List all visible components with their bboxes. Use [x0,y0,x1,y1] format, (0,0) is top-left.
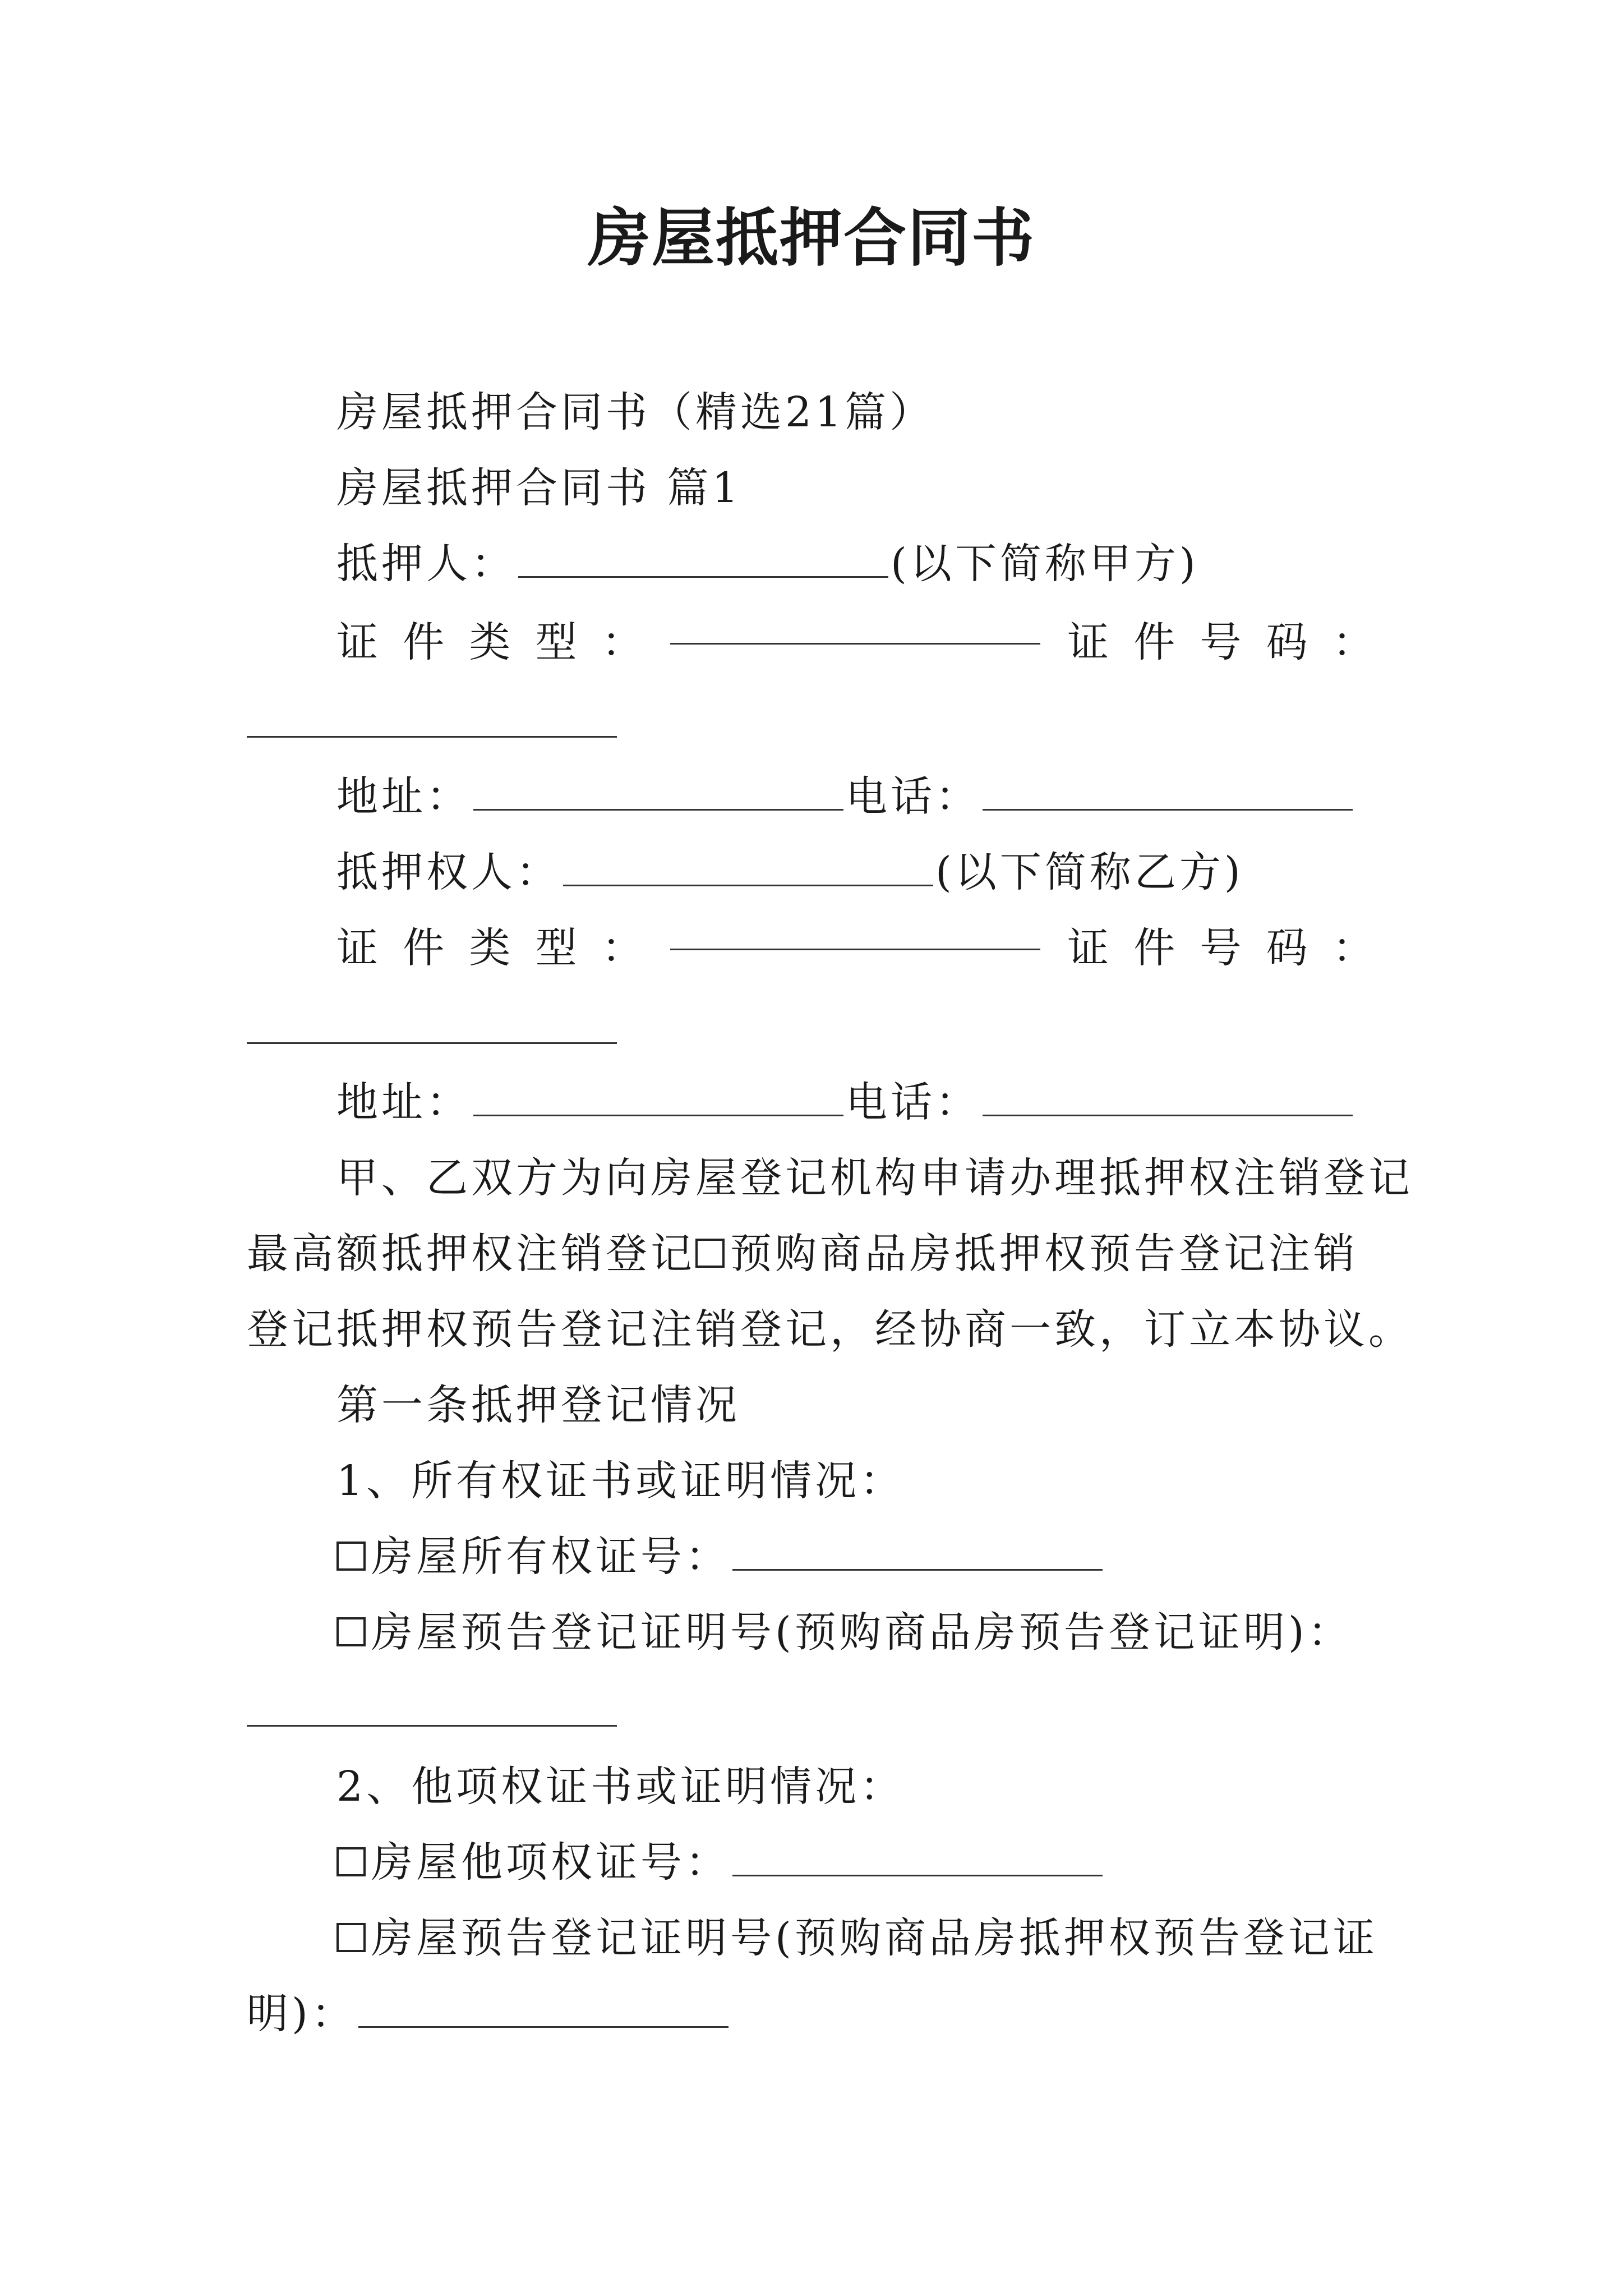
presale-mortgage-cert-blank[interactable] [358,2024,728,2028]
id-type-char: 证 [336,618,378,666]
item-label: 明)： [247,1990,356,2038]
subtitle: 房屋抵押合同书（精选21篇） [336,388,935,436]
mortgagor-name-blank[interactable] [518,574,888,578]
item-label: 房屋预告登记证明号(预购商品房抵押权预告登记证 [371,1914,1378,1962]
id-number-char: 证 [1067,618,1109,666]
checkbox-icon[interactable] [695,1239,725,1268]
id-type-char: 件 [403,618,445,666]
id-number-char: 件 [1133,924,1175,972]
mortgagee-id-type-blank[interactable] [670,946,1040,950]
id-number-char: 码 [1266,618,1308,666]
item-label: 房屋预告登记证明号(预购商品房预告登记证明)： [371,1608,1353,1657]
mortgagee-label: 抵押权人： [336,848,561,896]
presale-cert-blank[interactable] [247,1725,617,1727]
address-label: 地址： [336,772,471,821]
id-number-char: ： [1332,618,1374,666]
article-heading: 第一条抵押登记情况 [336,1381,740,1429]
checkbox-line [336,1526,1105,1588]
id-type-char: 型 [535,618,577,666]
paragraph-line: 甲、乙双方为向房屋登记机构申请办理抵押权注销登记 [336,1154,1413,1202]
chapter-heading: 房屋抵押合同书 篇1 [336,464,742,512]
id-type-char: ： [601,924,643,972]
document-title: 房屋抵押合同书 [588,201,1035,275]
mortgagor-contact-line [336,766,1355,827]
mortgagee-suffix: (以下简称乙方) [935,848,1244,896]
checkbox-icon[interactable] [336,1923,366,1952]
address-label: 地址： [336,1078,471,1126]
mortgagor-line [336,533,1199,595]
checkbox-icon[interactable] [336,1542,366,1571]
ownership-cert-blank[interactable] [732,1567,1103,1571]
mortgagee-line [336,841,1244,903]
phone-label: 电话： [846,772,980,821]
item-label: 房屋所有权证号： [371,1533,730,1581]
paragraph-text: 预购商品房抵押权预告登记注销 [730,1230,1358,1278]
mortgagee-phone-blank[interactable] [983,1112,1353,1116]
checkbox-line-continued [247,1983,731,2045]
mortgagor-phone-blank[interactable] [983,807,1353,811]
paragraph-text: 最高额抵押权注销登记 [247,1230,695,1278]
id-type-char: 类 [469,924,511,972]
item-heading: 1、所有权证书或证明情况： [336,1457,905,1505]
phone-label: 电话： [846,1078,980,1126]
checkbox-icon[interactable] [336,1617,366,1646]
mortgagor-suffix: (以下简称甲方) [891,540,1199,588]
checkbox-line [336,1602,1353,1663]
item-label: 房屋他项权证号： [371,1838,730,1887]
id-type-char: 型 [535,924,577,972]
id-number-char: 号 [1200,924,1242,972]
id-number-char: 号 [1200,618,1242,666]
mortgagor-id-number-blank[interactable] [247,736,617,738]
mortgagor-label: 抵押人： [336,540,516,588]
id-type-char: 证 [336,924,378,972]
mortgagee-id-number-blank[interactable] [247,1042,617,1044]
id-type-char: 件 [403,924,445,972]
id-number-char: 证 [1067,924,1109,972]
other-rights-cert-blank[interactable] [732,1872,1103,1876]
paragraph-line: 登记抵押权预告登记注销登记，经协商一致，订立本协议。 [247,1305,1413,1354]
mortgagor-address-blank[interactable] [473,807,843,811]
id-type-char: ： [601,618,643,666]
checkbox-icon[interactable] [336,1847,366,1876]
mortgagor-id-type-blank[interactable] [670,641,1040,645]
checkbox-line [336,1907,1378,1969]
paragraph-line [247,1223,1358,1285]
id-type-char: 类 [469,618,511,666]
id-number-char: 码 [1266,924,1308,972]
mortgagee-contact-line [336,1071,1355,1133]
mortgagee-name-blank[interactable] [563,882,933,886]
id-number-char: 件 [1133,618,1175,666]
mortgagee-id-line [336,917,1374,979]
item-heading: 2、他项权证书或证明情况： [336,1763,905,1811]
id-number-char: ： [1332,924,1374,972]
mortgagee-address-blank[interactable] [473,1112,843,1116]
mortgagor-id-line [336,611,1374,673]
checkbox-line [336,1832,1105,1893]
